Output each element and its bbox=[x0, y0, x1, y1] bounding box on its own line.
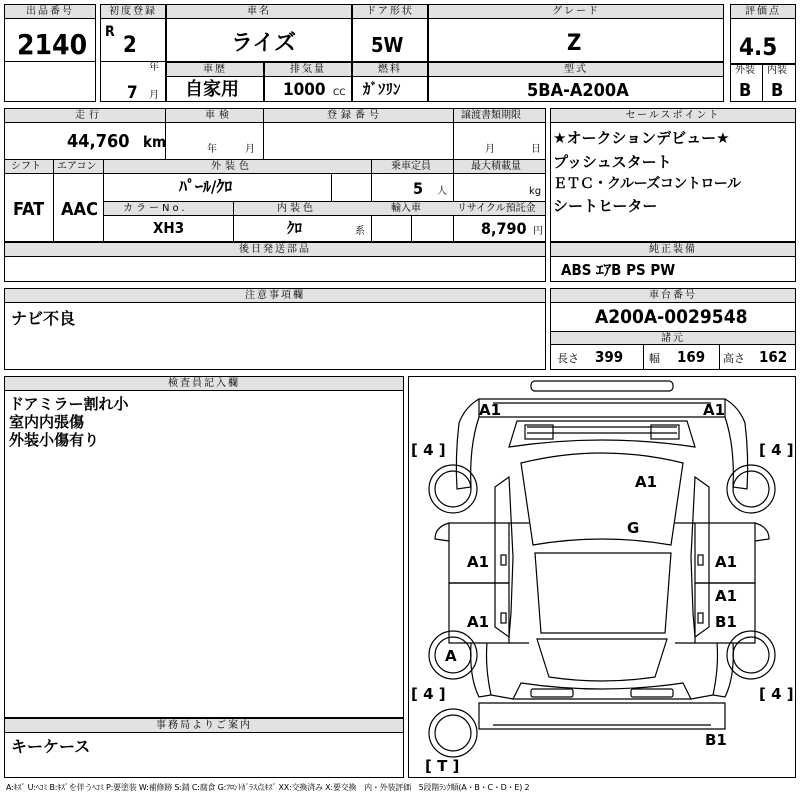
exterior-color-header: 外装色 bbox=[211, 161, 253, 172]
inspection-header: 車検 bbox=[205, 110, 233, 121]
score-header: 評価点 bbox=[731, 5, 795, 19]
mark-front-right: A1 bbox=[703, 401, 726, 419]
inspection-year-unit: 年 bbox=[207, 144, 217, 155]
load-header: 最大積載量 bbox=[471, 161, 521, 172]
width-label: 幅 bbox=[649, 352, 660, 365]
mark-front-door-left: A1 bbox=[467, 553, 490, 571]
fuel-cell bbox=[352, 62, 428, 102]
displacement-header: 排気量 bbox=[265, 63, 351, 77]
lot-number-header: 出品番号 bbox=[5, 5, 95, 19]
tire-rear-left: [ 4 ] bbox=[411, 685, 446, 703]
damage-diagram bbox=[408, 376, 796, 778]
lot-number: 2140 bbox=[17, 28, 88, 61]
recycle-header: リサイクル預託金 bbox=[457, 203, 536, 214]
caution-cell bbox=[4, 288, 546, 370]
color-no-header: カラーNo. bbox=[123, 203, 188, 214]
displacement-unit: CC bbox=[333, 88, 346, 98]
aircon-header: エアコン bbox=[57, 161, 97, 172]
interior-color-unit: 系 bbox=[355, 226, 365, 237]
height-label: 高さ bbox=[723, 352, 745, 365]
inspector-note-1: ドアミラー割れ小 bbox=[9, 395, 129, 413]
sales-point-2: プッシュスタート bbox=[553, 153, 672, 171]
car-diagram-svg bbox=[409, 377, 795, 777]
shift-value: FAT bbox=[13, 199, 45, 220]
first-reg-header: 初度登録 bbox=[101, 5, 165, 19]
shift-header: シフト bbox=[11, 161, 41, 172]
month-unit: 月 bbox=[149, 90, 159, 101]
model-value: 5BA-A200A bbox=[527, 80, 629, 101]
exterior-color-value: ﾊﾟｰﾙ/ｸﾛ bbox=[179, 177, 233, 196]
import-header: 輸入車 bbox=[391, 203, 421, 214]
transfer-day-unit: 日 bbox=[531, 144, 541, 155]
height-value: 162 bbox=[759, 348, 788, 366]
capacity-value: 5 bbox=[413, 179, 424, 198]
color-no-value: XH3 bbox=[153, 219, 185, 237]
displacement-cell bbox=[264, 62, 352, 102]
aircon-value: AAC bbox=[61, 199, 98, 220]
mark-front-door-right: A1 bbox=[715, 553, 738, 571]
sales-point-4: シートヒーター bbox=[553, 197, 658, 215]
first-registration-cell bbox=[100, 4, 166, 102]
load-unit: kg bbox=[529, 186, 542, 197]
tire-rear-right: [ 4 ] bbox=[759, 685, 794, 703]
transfer-header: 譲渡書類期限 bbox=[461, 110, 521, 121]
sales-points-cell bbox=[550, 108, 796, 242]
later-parts-header: 後日発送部品 bbox=[5, 243, 545, 257]
office-cell bbox=[4, 718, 404, 778]
car-name: ライズ bbox=[231, 31, 297, 56]
reg-month: 7 bbox=[127, 83, 138, 103]
inspector-cell bbox=[4, 376, 404, 718]
lot-number-cell bbox=[4, 4, 96, 102]
mark-rear-door-left: A1 bbox=[467, 613, 490, 631]
mark-windshield: G bbox=[627, 519, 640, 537]
recycle-unit: 円 bbox=[533, 226, 543, 237]
interior-color-header: 内装色 bbox=[277, 203, 316, 214]
genuine-equip-header: 純正装備 bbox=[551, 243, 795, 257]
score-value: 4.5 bbox=[739, 33, 778, 61]
reg-year: 2 bbox=[123, 33, 137, 58]
chassis-cell bbox=[550, 288, 796, 370]
tire-front-right: [ 4 ] bbox=[759, 441, 794, 459]
office-header: 事務局よりご案内 bbox=[5, 719, 403, 733]
int-label: 内装 bbox=[767, 65, 787, 76]
caution-header: 注意事項欄 bbox=[5, 289, 545, 303]
history-cell bbox=[166, 62, 264, 102]
mark-rear-bumper: B1 bbox=[705, 731, 727, 749]
spare-tire: [ T ] bbox=[425, 757, 460, 775]
sales-point-3: ＥＴＣ・クルーズコントロール bbox=[553, 176, 741, 192]
interior-color-value: ｸﾛ bbox=[287, 219, 303, 237]
capacity-header: 乗車定員 bbox=[391, 161, 431, 172]
car-name-cell bbox=[166, 4, 352, 62]
era: R bbox=[105, 24, 115, 40]
tire-front-left: [ 4 ] bbox=[411, 441, 446, 459]
model-cell bbox=[428, 62, 724, 102]
fuel-value: ｶﾞｿﾘﾝ bbox=[363, 80, 401, 98]
door-header: ドア形状 bbox=[353, 5, 427, 19]
ext-score: B bbox=[739, 80, 752, 101]
registration-header: 登録番号 bbox=[327, 110, 383, 121]
mark-hood: A1 bbox=[635, 473, 658, 491]
inspection-month-unit: 月 bbox=[245, 144, 255, 155]
later-parts-cell bbox=[4, 242, 546, 282]
width-value: 169 bbox=[677, 348, 706, 366]
mark-front-left: A1 bbox=[479, 401, 502, 419]
recycle-value: 8,790 bbox=[481, 219, 527, 238]
length-label: 長さ bbox=[557, 352, 579, 365]
mark-rear-door-right-2: B1 bbox=[715, 613, 737, 631]
mark-rear-door-right-1: A1 bbox=[715, 587, 738, 605]
length-value: 399 bbox=[595, 348, 624, 366]
caution-value: ナビ不良 bbox=[11, 309, 76, 328]
office-value: キーケース bbox=[11, 737, 91, 756]
mark-wheel-left: A bbox=[445, 647, 457, 665]
grade-cell bbox=[428, 4, 724, 62]
grade-value: Z bbox=[567, 31, 582, 56]
fuel-header: 燃料 bbox=[353, 63, 427, 77]
sales-points-header: セールスポイント bbox=[551, 109, 795, 123]
displacement-value: 1000 bbox=[283, 80, 326, 100]
mileage-unit: km bbox=[143, 133, 167, 151]
inspector-note-3: 外装小傷有り bbox=[9, 431, 100, 449]
car-name-header: 車名 bbox=[167, 5, 351, 19]
genuine-equip-cell bbox=[550, 242, 796, 282]
int-score: B bbox=[771, 80, 784, 101]
capacity-unit: 人 bbox=[437, 186, 447, 197]
mileage-value: 44,760 bbox=[67, 131, 130, 152]
grade-header: グレード bbox=[429, 5, 723, 19]
transfer-month-unit: 月 bbox=[485, 144, 495, 155]
sales-point-1: ★オークションデビュー★ bbox=[553, 129, 730, 147]
mileage-header: 走行 bbox=[75, 110, 103, 121]
ext-label: 外装 bbox=[735, 65, 755, 76]
genuine-equip-value: ABS ｴｱB PS PW bbox=[561, 261, 676, 279]
door-value: 5W bbox=[371, 33, 404, 57]
inspector-note-2: 室内内張傷 bbox=[9, 413, 85, 431]
chassis-value: A200A-0029548 bbox=[595, 306, 748, 328]
year-unit: 年 bbox=[149, 62, 159, 73]
history-value: 自家用 bbox=[185, 79, 239, 100]
door-cell bbox=[352, 4, 428, 62]
model-header: 型式 bbox=[429, 63, 723, 77]
legend-text: A:ｷｽﾞ U:ﾍｺﾐ B:ｷｽﾞを伴うﾍｺﾐ P:要塗装 W:補修跡 S:錆 C:腐食 G:ﾌﾛﾝﾄｶﾞﾗｽ点ｷｽﾞ XX:交換済み X:要交換 内・外装評価 5段階ﾗﾝｸ順(A・B・C・D・E) 2 bbox=[6, 783, 530, 792]
inspector-header: 検査員記入欄 bbox=[5, 377, 403, 391]
dims-header: 諸元 bbox=[551, 332, 795, 345]
history-header: 車歴 bbox=[167, 63, 263, 77]
chassis-header: 車台番号 bbox=[551, 289, 795, 303]
score-cell bbox=[730, 4, 796, 102]
spec-block bbox=[4, 108, 546, 242]
